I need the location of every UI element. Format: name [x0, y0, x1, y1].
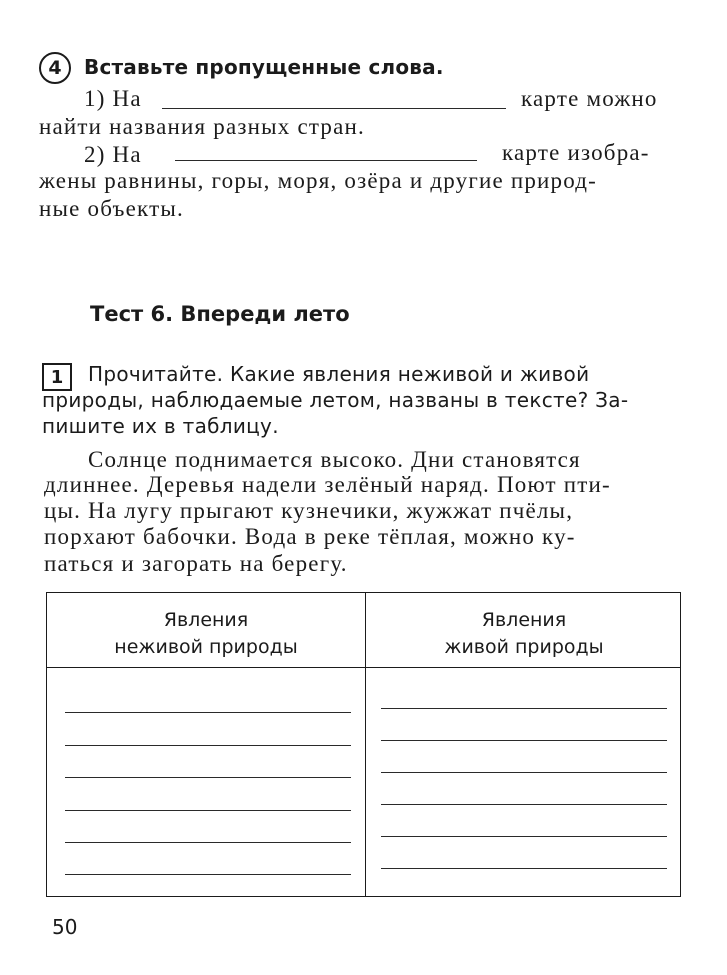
- table-write-line-living[interactable]: [381, 740, 667, 741]
- table-write-line-nonliving[interactable]: [65, 874, 351, 875]
- task-4-title: Вставьте пропущенные слова.: [84, 55, 444, 79]
- task-1-text-line: Солнце поднимается высоко. Дни становятся: [88, 447, 581, 472]
- task-1-question-line: Прочитайте. Какие явления неживой и живой: [88, 362, 590, 386]
- task-4-item-1-prefix: 1) На: [84, 86, 142, 111]
- task-1-text-line: длиннее. Деревья надели зелёный наряд. Поют пти-: [44, 472, 611, 497]
- task-4-item-2-continuation-2: ные объекты.: [39, 196, 184, 221]
- phenomena-table: [46, 592, 681, 897]
- table-header-living-line-2: живой природы: [444, 636, 604, 658]
- task-1-number: 1: [42, 363, 72, 391]
- page-number: 50: [52, 915, 78, 939]
- table-write-line-living[interactable]: [381, 772, 667, 773]
- task-4-item-1-continuation: найти названия разных стран.: [39, 114, 365, 139]
- table-header-nonliving-line-1: Явления: [163, 609, 249, 631]
- table-header-living-line-1: Явления: [481, 609, 567, 631]
- task-1-question-line: природы, наблюдаемые летом, названы в тексте? За-: [42, 388, 629, 412]
- table-write-line-nonliving[interactable]: [65, 712, 351, 713]
- task-4-item-1-suffix: карте можно: [521, 86, 658, 111]
- task-4-item-2-suffix: карте изобра-: [502, 140, 650, 165]
- task-4-item-2-continuation-1: жены равнины, горы, моря, озёра и другие природ-: [39, 168, 598, 193]
- table-write-line-nonliving[interactable]: [65, 810, 351, 811]
- task-1-question-line: пишите их в таблицу.: [42, 414, 279, 438]
- table-write-line-living[interactable]: [381, 836, 667, 837]
- table-write-line-living[interactable]: [381, 708, 667, 709]
- table-header-nonliving: [47, 607, 365, 661]
- table-header-living: [365, 607, 683, 661]
- table-write-line-living[interactable]: [381, 868, 667, 869]
- task-4-item-1-blank[interactable]: [162, 108, 506, 109]
- task-4-number: 4: [39, 52, 71, 84]
- task-4-item-2-prefix: 2) На: [84, 142, 142, 167]
- task-1-text-line: порхают бабочки. Вода в реке тёплая, можно ку-: [44, 524, 576, 549]
- table-write-line-living[interactable]: [381, 804, 667, 805]
- task-1-text-line: цы. На лугу прыгают кузнечики, жужжат пчёлы,: [44, 498, 574, 523]
- table-write-line-nonliving[interactable]: [65, 842, 351, 843]
- table-header-divider: [47, 667, 680, 668]
- test-heading: Тест 6. Впереди лето: [90, 302, 350, 326]
- table-write-line-nonliving[interactable]: [65, 745, 351, 746]
- table-write-line-nonliving[interactable]: [65, 777, 351, 778]
- table-header-nonliving-line-2: неживой природы: [114, 636, 298, 658]
- task-4-item-2-blank[interactable]: [175, 160, 477, 161]
- task-1-text-line: паться и загорать на берегу.: [44, 551, 348, 576]
